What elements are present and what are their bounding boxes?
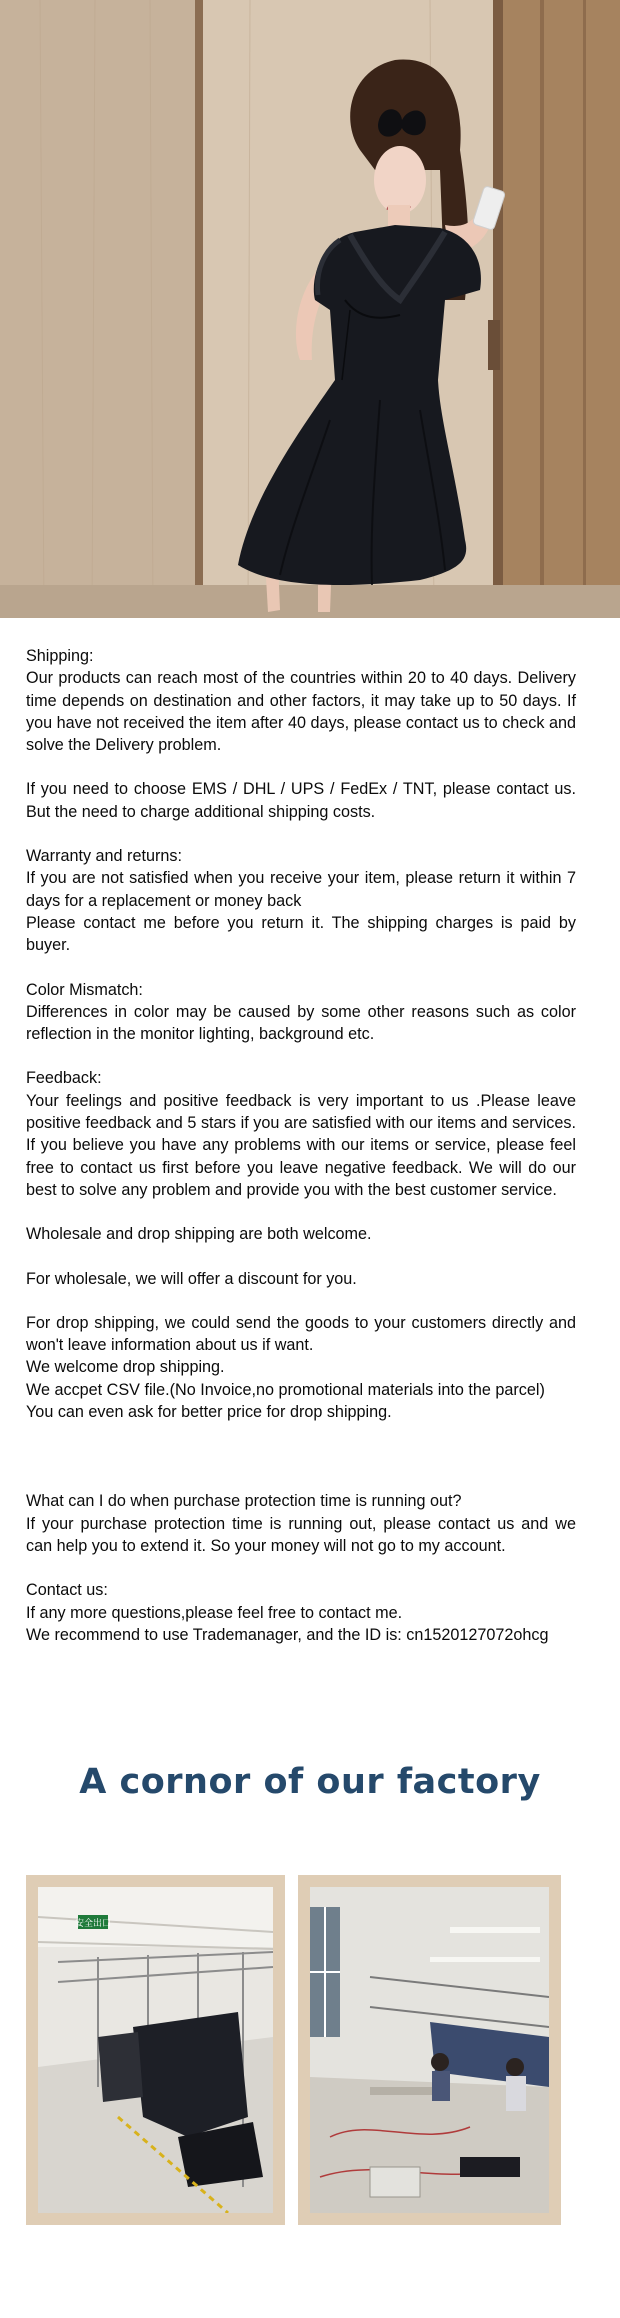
factory-title: A cornor of our factory [79,1762,541,1802]
warranty-text: If you are not satisfied when you receive your item, please return it within 7 days for a replacement or money back [26,869,576,910]
wholesale-text: Wholesale and drop shipping are both welcome. [26,1225,372,1244]
factory-photo-right [298,1875,561,2225]
drop-shipping-welcome: We welcome drop shipping. [26,1358,225,1377]
exit-sign: 安全出口 [74,1919,112,1929]
trademanager-id: We recommend to use Trademanager, and the ID is: cn1520127072ohcg [26,1625,549,1644]
warranty-heading: Warranty and returns: [26,847,182,866]
price-text: You can even ask for better price for drop shipping. [26,1403,392,1422]
protection-question: What can I do when purchase protection time is running out? [26,1492,462,1511]
color-mismatch-heading: Color Mismatch: [26,980,143,999]
csv-text: We accpet CSV file.(No Invoice,no promotional materials into the parcel) [26,1380,545,1399]
shipping-heading: Shipping: [26,647,94,665]
contact-heading: Contact us: [26,1581,108,1600]
feedback-heading: Feedback: [26,1069,102,1088]
product-info [26,645,576,1646]
wholesale-discount-text: For wholesale, we will offer a discount for you. [26,1269,357,1288]
color-mismatch-text: Differences in color may be caused by some other reasons such as color reflection in the monitor lighting, background etc. [26,1002,576,1044]
warranty-contact-text: Please contact me before you return it. The shipping charges is paid by buyer. [26,913,576,955]
product-photo [0,0,620,618]
contact-text: If any more questions,please feel free to contact me. [26,1603,403,1622]
factory-photo-left [26,1875,285,2225]
feedback-text: Your feelings and positive feedback is very important to us .Please leave positive feedback and 5 stars if you are satisfied with our items and services. If you believe you have any problems with our items or service, please feel free to contact us first before you leave negative feedback. We will do our best to solve any problem and provide you with the best customer service. [26,1091,576,1199]
shipping-text: Our products can reach most of the countries within 20 to 40 days. Delivery time depends on destination and other factors, it may take up to 50 days. If you have not received the item after 40 days, please contact us to check and solve the Delivery problem. [26,669,576,755]
drop-shipping-text: For drop shipping, we could send the goods to your customers directly and won't leave information about us if want. [26,1313,576,1355]
shipping-carriers-text: If you need to choose EMS / DHL / UPS / FedEx / TNT, please contact us. But the need to charge additional shipping costs. [26,780,576,821]
protection-answer: If your purchase protection time is running out, please contact us and we can help you to extend it. So your money will not go to my account. [26,1514,576,1555]
